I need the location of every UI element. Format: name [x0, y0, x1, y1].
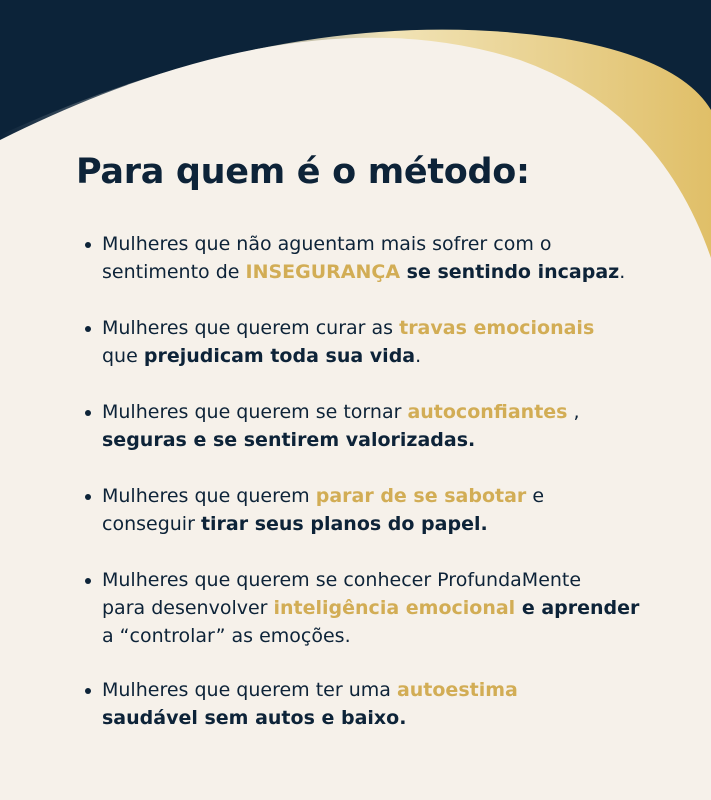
list-item: [102, 676, 692, 732]
list-item: [102, 482, 692, 538]
bullet-icon: [85, 578, 91, 584]
item-line: saudável sem autos e baixo.: [102, 707, 407, 729]
bullet-icon: [85, 326, 91, 332]
highlight-text: INSEGURANÇA: [245, 261, 401, 283]
list-item: [102, 230, 692, 286]
list-item: [102, 314, 692, 370]
item-line: que prejudicam toda sua vida.: [102, 345, 422, 367]
highlight-text: autoestima: [396, 679, 518, 701]
highlight-text: inteligência emocional: [273, 597, 516, 619]
item-line: sentimento de INSEGURANÇA se sentindo incapaz.: [102, 261, 626, 283]
item-line: Mulheres que não aguentam mais sofrer com o: [102, 233, 552, 255]
list-item: [102, 398, 692, 454]
item-line: Mulheres que querem curar as travas emocionais: [102, 317, 595, 339]
item-line: seguras e se sentirem valorizadas.: [102, 429, 476, 451]
highlight-text: parar de se sabotar: [315, 485, 527, 507]
item-line: conseguir tirar seus planos do papel.: [102, 513, 488, 535]
highlight-text: travas emocionais: [399, 317, 595, 339]
bullet-icon: [85, 688, 91, 694]
list-item: [102, 566, 692, 650]
item-line: para desenvolver inteligência emocional e aprender: [102, 597, 640, 619]
page-title: Para quem é o método:: [76, 152, 530, 192]
highlight-text: autoconfiantes: [407, 401, 568, 423]
item-line: Mulheres que querem se conhecer ProfundaMente: [102, 569, 582, 591]
item-line: Mulheres que querem se tornar autoconfiantes ,: [102, 401, 580, 423]
item-line: Mulheres que querem parar de se sabotar e: [102, 485, 545, 507]
item-line: a “controlar” as emoções.: [102, 625, 351, 647]
bullet-icon: [85, 410, 91, 416]
bullet-icon: [85, 242, 91, 248]
item-line: Mulheres que querem ter uma autoestima: [102, 679, 518, 701]
bullet-icon: [85, 494, 91, 500]
